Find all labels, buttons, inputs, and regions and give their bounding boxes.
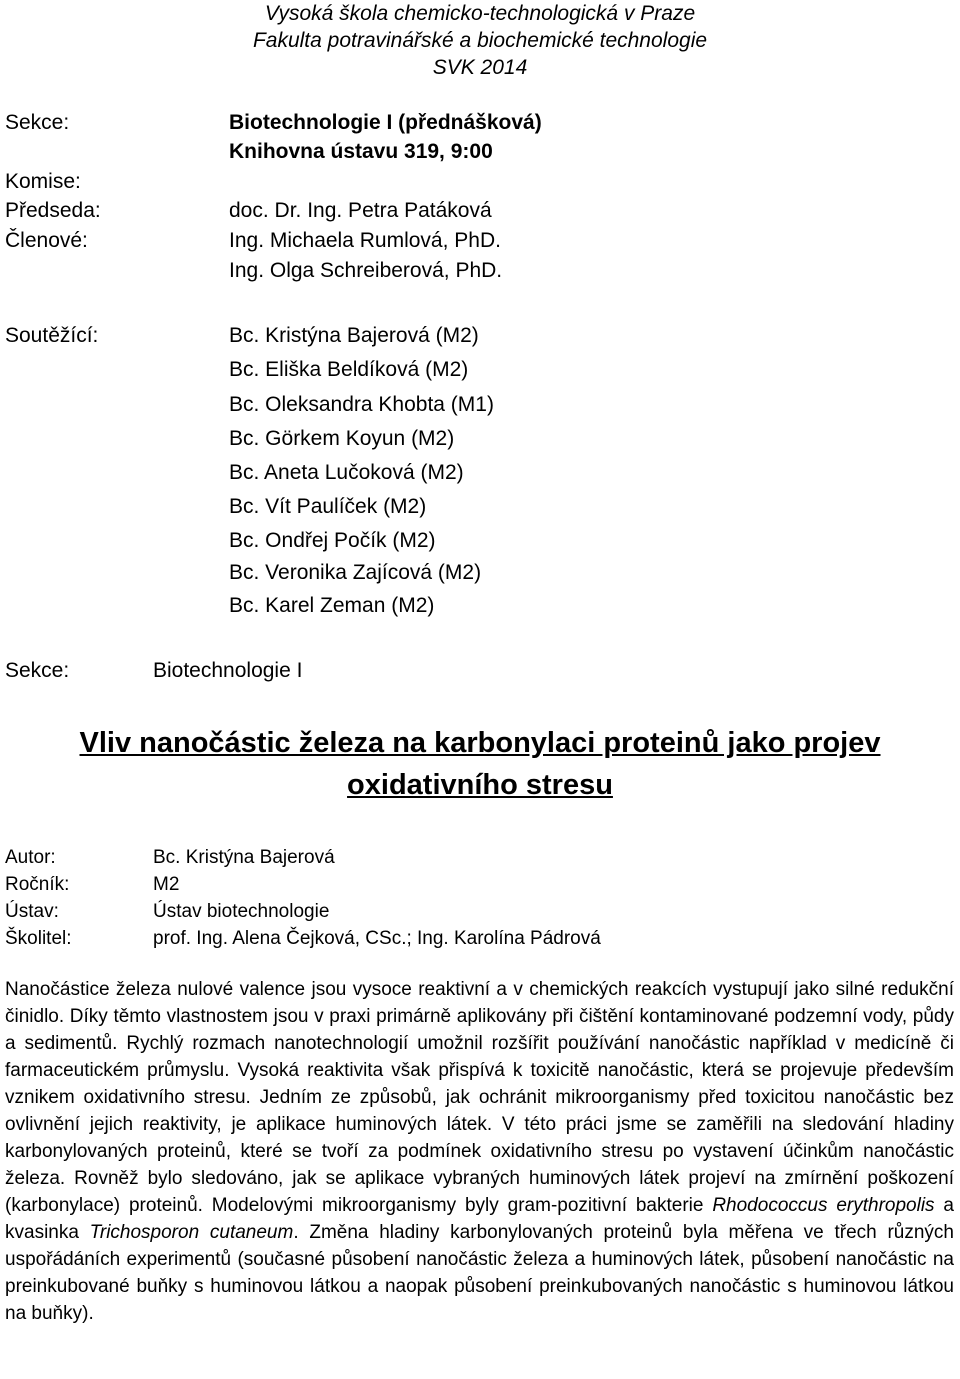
abstract-part: a kvasinka: [5, 1195, 954, 1243]
competitor-item: Bc. Karel Zeman (M2): [229, 594, 435, 617]
faculty-name: Fakulta potravinářské a biochemické technologie: [252, 29, 708, 52]
competitor-item: Bc. Oleksandra Khobta (M1): [229, 393, 494, 416]
competitor-item: Bc. Vít Paulíček (M2): [229, 495, 427, 518]
paper-title-line: Vliv nanočástic železa na karbonylaci proteinů jako projev: [79, 727, 881, 759]
organism-name: Rhodococcus erythropolis: [712, 1195, 935, 1216]
supervisor-label: Školitel:: [5, 928, 72, 949]
author-label: Autor:: [5, 847, 56, 868]
abstract-part: . Změna hladiny karbonylovaných proteinů byla měřena ve třech různých uspořádáních experimentů (současné působení nanočástic železa a huminových látek, působení nanočástic na preinkubované buňky s huminovou látkou a naopak působení preinkubovaných nanočástic s huminovou látkou na buňky).: [5, 1222, 954, 1324]
university-name: Vysoká škola chemicko-technologická v Praze: [264, 2, 696, 25]
competitor-item: Bc. Kristýna Bajerová (M2): [229, 324, 479, 347]
competitor-item: Bc. Ondřej Počík (M2): [229, 529, 436, 552]
chair-name: doc. Dr. Ing. Petra Patáková: [229, 199, 492, 222]
organism-name: Trichosporon cutaneum: [89, 1222, 294, 1243]
members-label: Členové:: [5, 229, 88, 252]
section-label: Sekce:: [5, 111, 70, 134]
conference-name: SVK 2014: [432, 56, 528, 79]
year-value: M2: [153, 874, 180, 895]
competitor-item: Bc. Eliška Beldíková (M2): [229, 358, 469, 381]
institute-label: Ústav:: [5, 901, 59, 922]
section2-label: Sekce:: [5, 659, 70, 682]
section2-value: Biotechnologie I: [153, 659, 303, 682]
section-value: Biotechnologie I (přednášková): [229, 111, 542, 134]
abstract-text: [5, 976, 954, 1327]
institute-value: Ústav biotechnologie: [153, 901, 330, 922]
competitor-item: Bc. Veronika Zajícová (M2): [229, 561, 482, 584]
supervisor-value: prof. Ing. Alena Čejková, CSc.; Ing. Karolína Pádrová: [153, 928, 601, 949]
paper-title-line: oxidativního stresu: [347, 769, 613, 801]
member-name: Ing. Michaela Rumlová, PhD.: [229, 229, 501, 252]
commission-label: Komise:: [5, 170, 81, 193]
chair-label: Předseda:: [5, 199, 101, 222]
year-label: Ročník:: [5, 874, 70, 895]
competitors-label: Soutěžící:: [5, 324, 99, 347]
conference-header: [0, 0, 960, 81]
competitor-item: Bc. Görkem Koyun (M2): [229, 427, 455, 450]
member-name: Ing. Olga Schreiberová, PhD.: [229, 259, 503, 282]
paper-title: [0, 722, 960, 806]
competitor-item: Bc. Aneta Lučoková (M2): [229, 461, 464, 484]
session-location: Knihovna ústavu 319, 9:00: [229, 140, 493, 163]
abstract-part: Nanočástice železa nulové valence jsou vysoce reaktivní a v chemických reakcích vystupují jako silné redukční činidlo. Díky těmto vlastnostem jsou v praxi primárně aplikovány při čištění kontaminované podzemní vody, půdy a sedimentů. Rychlý rozmach nanotechnologií umožnil rozšířit používání nanočástic například v medicíně či farmaceutickém průmyslu. Vysoká reaktivita však přispívá k toxicitě nanočástic, která se projevuje především vznikem oxidativního stresu. Jedním ze způsobů, jak ochránit mikroorganismy před toxicitou nanočástic bez ovlivnění jejich reaktivity, je aplikace huminových látek. V této práci jsme se zaměřili na sledování hladiny karbonylovaných proteinů, které se tvoří za podmínek oxidativního stresu po vystavení účinkům nanočástic železa. Rovněž bylo sledováno, jak se aplikace vybraných huminových látek projeví na zmírnění poškození (karbonylace) proteinů. Modelovými mikroorganismy byly gram-pozitivní bakterie: [5, 979, 954, 1216]
author-name: Bc. Kristýna Bajerová: [153, 847, 335, 868]
